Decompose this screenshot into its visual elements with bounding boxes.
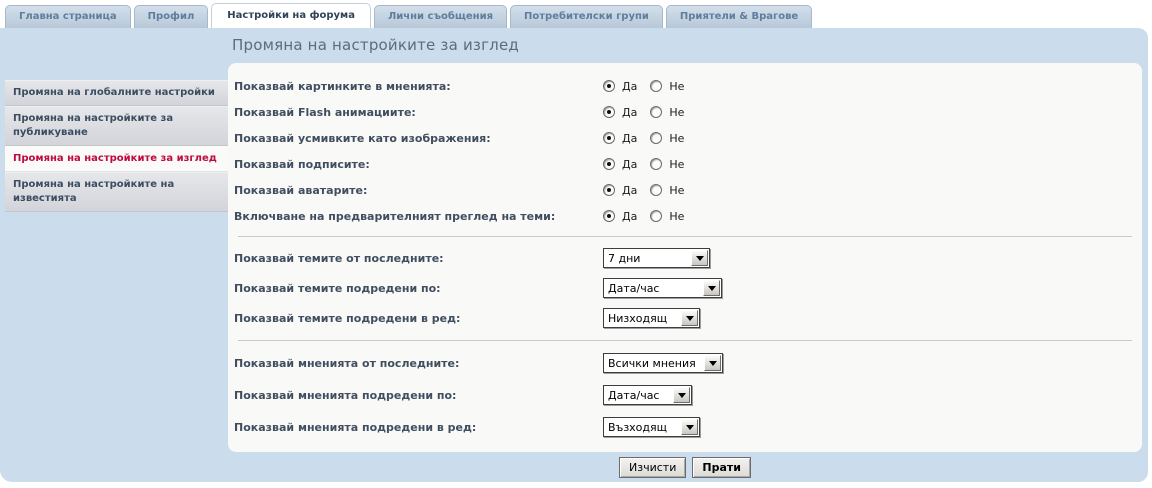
sidebar-item-global-settings[interactable]: Промяна на глобалните настройки (5, 80, 228, 106)
form-row-show-images (228, 73, 1142, 99)
select-value: Дата/час (608, 388, 660, 402)
form-row-show-signatures (228, 151, 1142, 177)
radio-yes[interactable] (603, 106, 615, 118)
settings-form (228, 63, 1142, 452)
radio-no-label: Не (669, 209, 685, 223)
radio-yes-label: Да (622, 183, 638, 197)
tab-private-messages[interactable]: Лични съобщения (374, 5, 507, 28)
radio-no[interactable] (650, 132, 662, 144)
tab-bar (0, 0, 1152, 28)
chevron-down-icon (691, 250, 708, 266)
row-label: Показвай аватарите: (234, 183, 368, 197)
radio-no-label: Не (669, 79, 685, 93)
select-post-days[interactable] (603, 353, 723, 373)
select-post-sort-by[interactable] (603, 385, 692, 405)
form-row-post-sort-dir (228, 411, 1142, 443)
radio-no-label: Не (669, 157, 685, 171)
radio-no[interactable] (650, 184, 662, 196)
row-label: Включване на предварителният преглед на теми: (234, 209, 556, 223)
select-value: Възходящ (608, 420, 667, 434)
divider (238, 340, 1132, 341)
reset-button[interactable]: Изчисти (619, 457, 686, 478)
radio-no[interactable] (650, 106, 662, 118)
sidebar-item-notification-settings[interactable]: Промяна на настройките на известията (5, 172, 228, 212)
row-label: Показвай Flash анимациите: (234, 105, 416, 119)
form-row-show-smilies (228, 125, 1142, 151)
select-value: Всички мнения (608, 356, 696, 370)
form-row-topic-days (228, 243, 1142, 273)
radio-yes[interactable] (603, 210, 615, 222)
radio-no-label: Не (669, 183, 685, 197)
sidebar (5, 80, 228, 212)
tab-profile[interactable]: Профил (134, 5, 209, 28)
divider (238, 236, 1132, 237)
radio-yes-label: Да (622, 209, 638, 223)
radio-yes-label: Да (622, 157, 638, 171)
select-topic-sort-by[interactable] (603, 278, 722, 298)
radio-yes-label: Да (622, 105, 638, 119)
form-row-topic-sort-dir (228, 303, 1142, 333)
page-title: Промяна на настройките за изглед (232, 36, 519, 54)
tab-usergroups[interactable]: Потребителски групи (510, 5, 663, 28)
radio-no-label: Не (669, 131, 685, 145)
row-label: Показвай темите подредени в ред: (234, 311, 461, 325)
content-area (0, 28, 1148, 482)
tab-board-preferences[interactable]: Настройки на форума (211, 3, 371, 28)
select-topic-days[interactable] (603, 248, 710, 268)
sidebar-item-display-settings[interactable]: Промяна на настройките за изглед (5, 146, 228, 172)
radio-no[interactable] (650, 158, 662, 170)
select-value: Низходящ (608, 311, 668, 325)
submit-button[interactable]: Прати (692, 457, 751, 478)
row-label: Показвай мненията от последните: (234, 356, 460, 370)
radio-yes[interactable] (603, 184, 615, 196)
row-label: Показвай темите от последните: (234, 251, 444, 265)
tab-friends-foes[interactable]: Приятели & Врагове (666, 5, 812, 28)
row-label: Показвай усмивките като изображения: (234, 131, 491, 145)
row-label: Показвай подписите: (234, 157, 370, 171)
row-label: Показвай мненията подредени в ред: (234, 420, 477, 434)
form-row-topic-preview (228, 203, 1142, 229)
select-topic-sort-dir[interactable] (603, 308, 700, 328)
form-row-show-flash (228, 99, 1142, 125)
sidebar-item-posting-settings[interactable]: Промяна на настройките за публикуване (5, 106, 228, 146)
button-bar (228, 457, 1142, 478)
radio-no[interactable] (650, 210, 662, 222)
chevron-down-icon (681, 419, 698, 435)
form-row-post-sort-by (228, 379, 1142, 411)
radio-yes[interactable] (603, 158, 615, 170)
chevron-down-icon (673, 387, 690, 403)
radio-yes[interactable] (603, 132, 615, 144)
row-label: Показвай картинките в мненията: (234, 79, 451, 93)
tab-home[interactable]: Главна страница (5, 5, 131, 28)
radio-yes-label: Да (622, 79, 638, 93)
form-row-show-avatars (228, 177, 1142, 203)
select-post-sort-dir[interactable] (603, 417, 700, 437)
chevron-down-icon (681, 310, 698, 326)
radio-no[interactable] (650, 80, 662, 92)
row-label: Показвай темите подредени по: (234, 281, 441, 295)
chevron-down-icon (703, 280, 720, 296)
chevron-down-icon (704, 355, 721, 371)
radio-yes[interactable] (603, 80, 615, 92)
radio-no-label: Не (669, 105, 685, 119)
select-value: 7 дни (608, 251, 641, 265)
radio-yes-label: Да (622, 131, 638, 145)
form-row-post-days (228, 347, 1142, 379)
form-row-topic-sort-by (228, 273, 1142, 303)
row-label: Показвай мненията подредени по: (234, 388, 457, 402)
select-value: Дата/час (608, 281, 660, 295)
